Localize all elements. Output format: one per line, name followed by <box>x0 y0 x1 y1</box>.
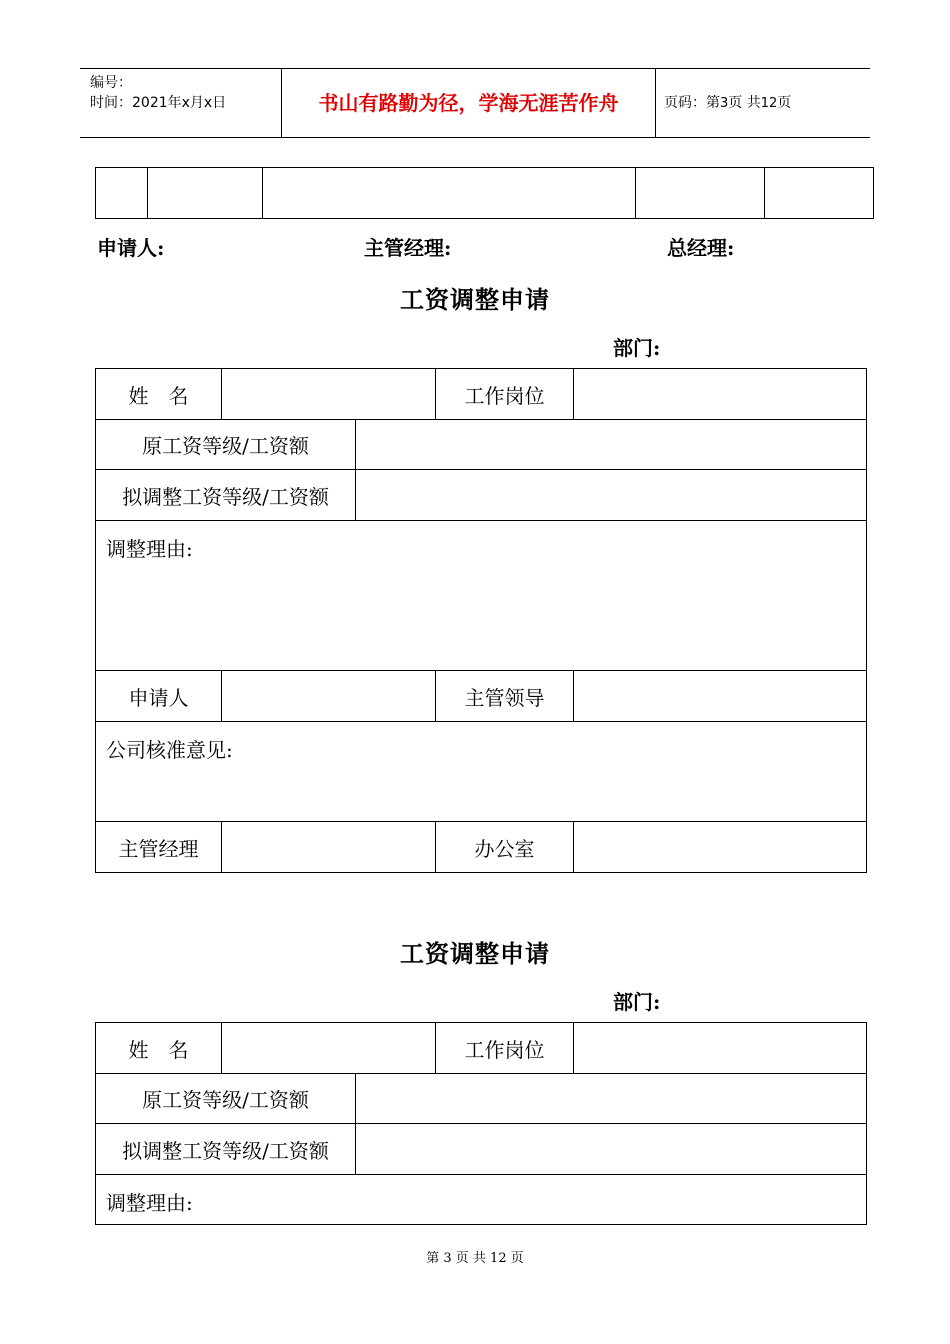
position-field[interactable] <box>574 1023 867 1074</box>
form1-table <box>95 368 867 873</box>
header-motto: 书山有路勤为径，学海无涯苦作舟 <box>318 91 619 115</box>
office-label: 办公室 <box>436 822 574 873</box>
manager-field[interactable] <box>222 822 436 873</box>
page-prefix: 页码：第 <box>664 95 720 111</box>
header-page-number <box>664 69 791 137</box>
form2-title: 工资调整申请 <box>400 939 550 968</box>
manager-label: 主管经理 <box>96 822 222 873</box>
header-meta <box>90 73 226 113</box>
page-current: 3 <box>720 96 729 111</box>
reason-field[interactable] <box>96 521 867 671</box>
page-header <box>80 68 870 138</box>
applicant-field[interactable] <box>222 671 436 722</box>
original-grade-field[interactable] <box>356 420 867 470</box>
table-cell[interactable] <box>148 168 263 219</box>
page-footer: 第 3 页 共 12 页 <box>426 1251 524 1266</box>
proposed-grade-field[interactable] <box>356 470 867 521</box>
serial-label: 编号： <box>90 75 132 91</box>
general-manager-signature: 总经理: <box>667 236 735 260</box>
form2-table <box>95 1022 867 1225</box>
previous-table-row <box>95 167 874 219</box>
position-label: 工作岗位 <box>436 369 574 420</box>
form1-title: 工资调整申请 <box>400 285 550 314</box>
proposed-grade-label: 拟调整工资等级/工资额 <box>96 1124 356 1175</box>
original-grade-label: 原工资等级/工资额 <box>96 1074 356 1124</box>
supervisor-manager-signature: 主管经理: <box>364 236 452 260</box>
applicant-signature: 申请人: <box>97 236 165 260</box>
approval-field[interactable] <box>96 722 867 822</box>
position-field[interactable] <box>574 369 867 420</box>
name-label: 姓 名 <box>96 1023 222 1074</box>
page-suffix: 页 <box>777 95 792 111</box>
applicant-label: 申请人 <box>96 671 222 722</box>
leader-label: 主管领导 <box>436 671 574 722</box>
proposed-grade-field[interactable] <box>356 1124 867 1175</box>
table-cell[interactable] <box>636 168 765 219</box>
original-grade-field[interactable] <box>356 1074 867 1124</box>
date-label: 时间：2021年x月x日 <box>90 95 227 111</box>
name-label: 姓 名 <box>96 369 222 420</box>
table-cell[interactable] <box>96 168 148 219</box>
leader-field[interactable] <box>574 671 867 722</box>
form1-department-label: 部门: <box>613 336 661 360</box>
approval-label: 公司核准意见: <box>106 738 233 762</box>
original-grade-label: 原工资等级/工资额 <box>96 420 356 470</box>
page-mid: 页 共 <box>728 95 761 111</box>
table-cell[interactable] <box>765 168 874 219</box>
name-field[interactable] <box>222 369 436 420</box>
reason-field[interactable] <box>96 1175 867 1225</box>
reason-label: 调整理由: <box>106 1191 193 1215</box>
name-field[interactable] <box>222 1023 436 1074</box>
page-total: 12 <box>760 96 778 111</box>
position-label: 工作岗位 <box>436 1023 574 1074</box>
office-field[interactable] <box>574 822 867 873</box>
table-cell[interactable] <box>263 168 636 219</box>
header-divider <box>655 69 656 137</box>
form2-department-label: 部门: <box>613 990 661 1014</box>
proposed-grade-label: 拟调整工资等级/工资额 <box>96 470 356 521</box>
reason-label: 调整理由: <box>106 537 193 561</box>
